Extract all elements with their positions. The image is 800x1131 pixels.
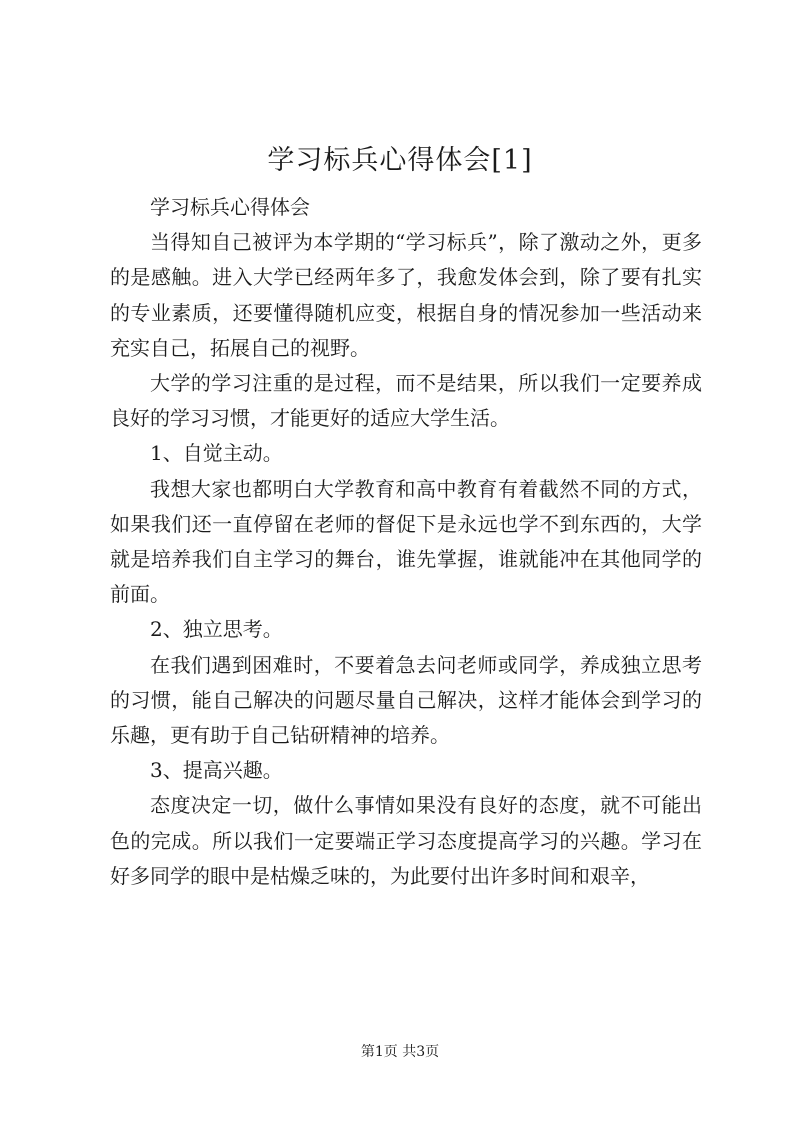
section-heading: 2、独立思考。 [150,617,283,642]
page-footer: 第1页 共3页 [360,1044,440,1060]
section-heading: 1、自觉主动。 [150,441,283,466]
paragraph: 我想大家也都明白大学教育和高中教育有着截然不同的方式，如果我们还一直停留在老师的督促下是永远也学不到东西的，大学就是培养我们自主学习的舞台，谁先掌握，谁就能冲在其他同学的前面。 [110,476,702,607]
paragraph: 态度决定一切，做什么事情如果没有良好的态度，就不可能出色的完成。所以我们一定要端正学习态度提高学习的兴趣。学习在好多同学的眼中是枯燥乏味的，为此要付出许多时间和艰辛， [110,793,702,888]
document-title: 学习标兵心得体会[1] [267,145,533,176]
section-heading: 3、提高兴趣。 [150,758,283,783]
document-body [110,190,702,894]
paragraph-subtitle: 学习标兵心得体会 [150,195,310,219]
paragraph: 大学的学习注重的是过程，而不是结果，所以我们一定要养成良好的学习习惯，才能更好的适应大学生活。 [110,371,702,431]
paragraph: 当得知自己被评为本学期的“学习标兵”，除了激动之外，更多的是感触。进入大学已经两年多了，我愈发体会到，除了要有扎实的专业素质，还要懂得随机应变，根据自身的情况参加一些活动来充实自己，拓展自己的视野。 [110,230,702,360]
paragraph: 在我们遇到困难时，不要着急去问老师或同学，养成独立思考的习惯，能自己解决的问题尽量自己解决，这样才能体会到学习的乐趣，更有助于自己钻研精神的培养。 [110,652,702,748]
